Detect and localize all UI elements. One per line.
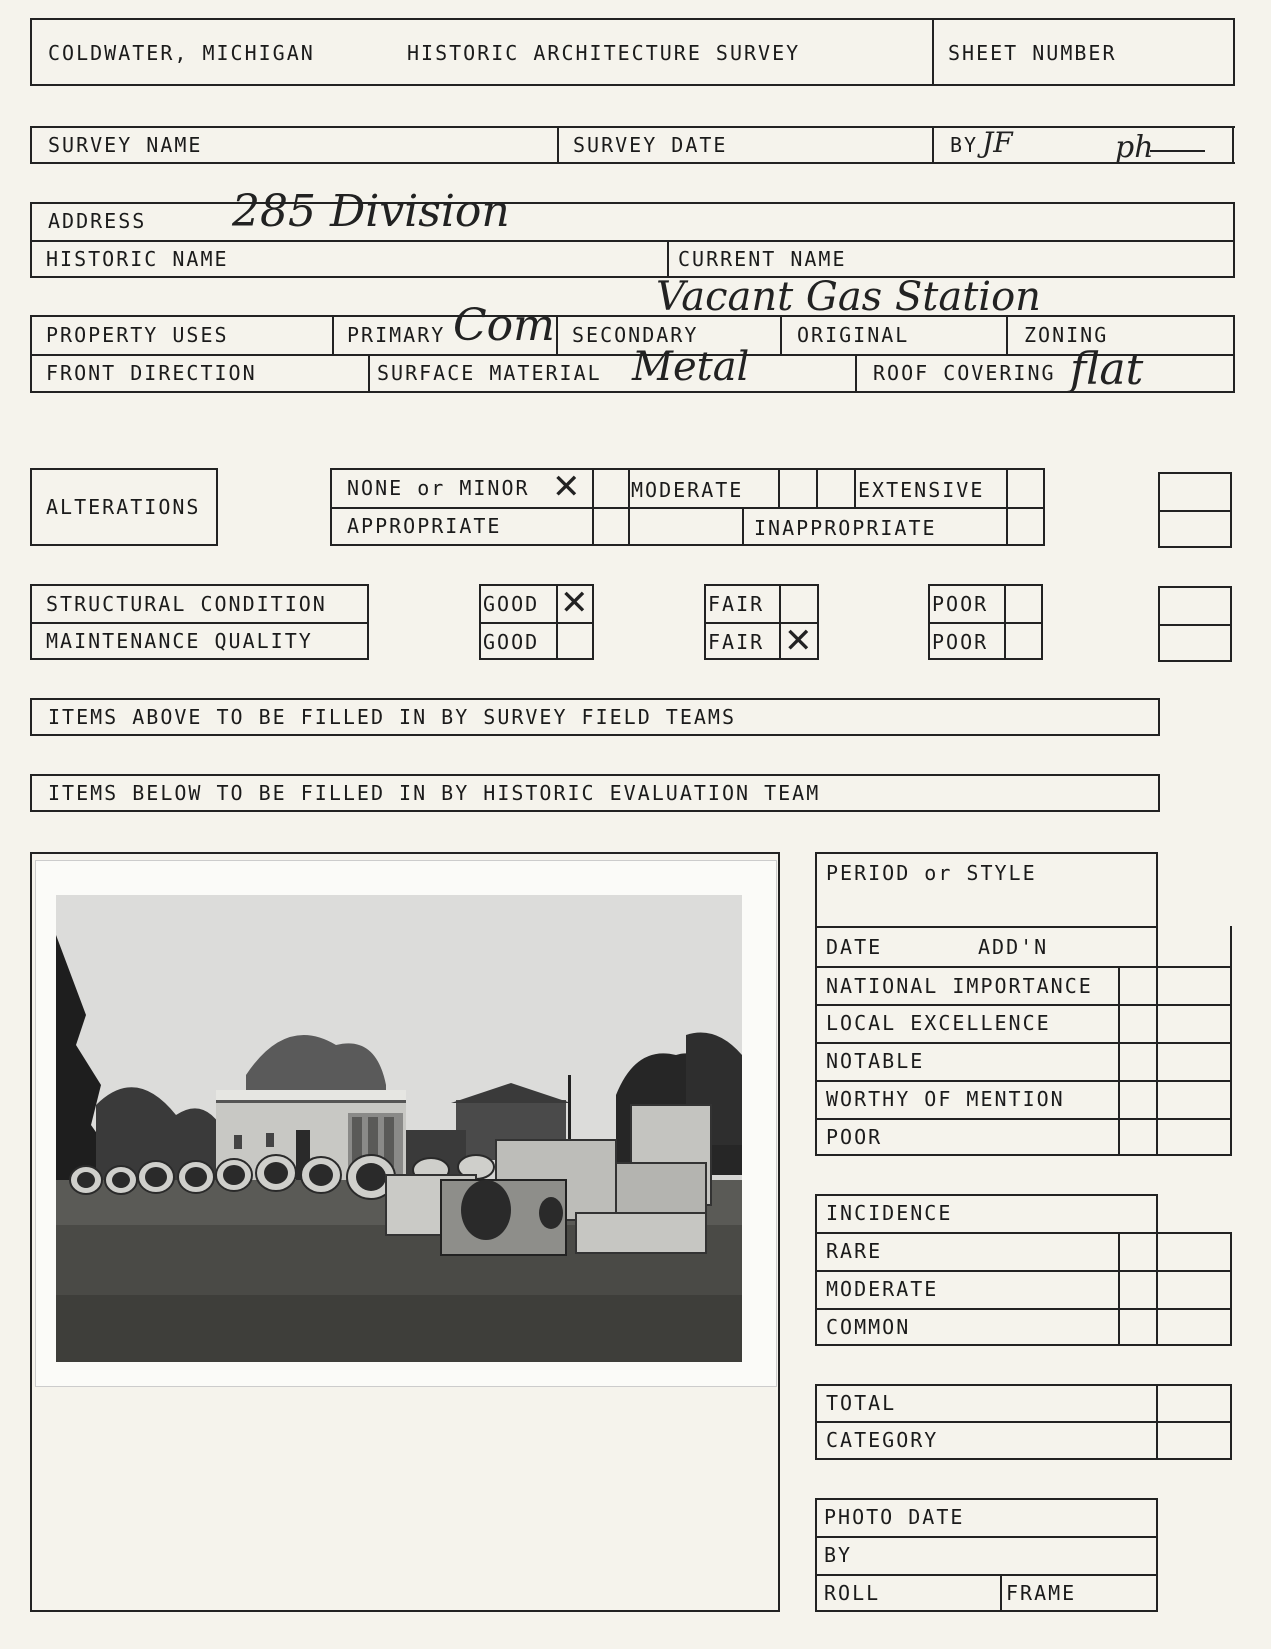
address-value: 285 Division	[232, 186, 510, 237]
original-label: ORIGINAL	[797, 323, 910, 347]
rating-poor: POOR	[826, 1125, 883, 1149]
by-extra: ph	[1115, 130, 1154, 165]
maintenance-quality-label: MAINTENANCE QUALITY	[46, 629, 313, 653]
rating-worthy: WORTHY OF MENTION	[826, 1087, 1065, 1111]
incidence-rare: RARE	[826, 1239, 883, 1263]
location-label: COLDWATER, MICHIGAN	[48, 41, 315, 65]
period-label: PERIOD or STYLE	[826, 861, 1037, 885]
alt-appropriate: APPROPRIATE	[347, 514, 502, 538]
maintenance-fair: FAIR	[708, 630, 765, 654]
structural-condition-label: STRUCTURAL CONDITION	[46, 592, 327, 616]
incidence-moderate: MODERATE	[826, 1277, 939, 1301]
photo-by-label: BY	[824, 1543, 853, 1567]
alt-none-check[interactable]: ✕	[552, 467, 581, 507]
alt-inappropriate: INAPPROPRIATE	[754, 516, 937, 540]
rating-national: NATIONAL IMPORTANCE	[826, 974, 1093, 998]
current-name-value: Vacant Gas Station	[656, 274, 1041, 320]
survey-date-label: SURVEY DATE	[573, 133, 728, 157]
surface-material-label: SURFACE MATERIAL	[377, 361, 602, 385]
maintenance-fair-check[interactable]: ✕	[784, 621, 813, 661]
primary-value: Com	[453, 300, 555, 351]
current-name-label: CURRENT NAME	[678, 247, 847, 271]
address-label: ADDRESS	[48, 209, 147, 233]
primary-label: PRIMARY	[347, 323, 446, 347]
note-below: ITEMS BELOW TO BE FILLED IN BY HISTORIC EVALUATION TEAM	[48, 781, 821, 805]
property-uses-label: PROPERTY USES	[46, 323, 229, 347]
historic-name-label: HISTORIC NAME	[46, 247, 229, 271]
frame-label: FRAME	[1006, 1581, 1077, 1605]
structural-good-check[interactable]: ✕	[560, 583, 589, 623]
structural-fair: FAIR	[708, 592, 765, 616]
total-label: TOTAL	[826, 1391, 897, 1415]
alterations-label: ALTERATIONS	[46, 495, 201, 519]
incidence-common: COMMON	[826, 1315, 911, 1339]
survey-name-label: SURVEY NAME	[48, 133, 203, 157]
structural-good: GOOD	[483, 592, 540, 616]
photo-date-label: PHOTO DATE	[824, 1505, 965, 1529]
rating-local: LOCAL EXCELLENCE	[826, 1011, 1051, 1035]
roll-label: ROLL	[824, 1581, 881, 1605]
incidence-label: INCIDENCE	[826, 1201, 953, 1225]
survey-title: HISTORIC ARCHITECTURE SURVEY	[407, 41, 801, 65]
zoning-label: ZONING	[1024, 323, 1109, 347]
roof-covering-value: flat	[1070, 344, 1144, 395]
roof-covering-label: ROOF COVERING	[873, 361, 1056, 385]
by-label: BY	[950, 133, 979, 157]
ratings-box	[815, 926, 1232, 1156]
rating-notable: NOTABLE	[826, 1049, 925, 1073]
maintenance-good: GOOD	[483, 630, 540, 654]
front-direction-label: FRONT DIRECTION	[46, 361, 257, 385]
alt-extensive: EXTENSIVE	[858, 478, 985, 502]
property-photo	[56, 895, 742, 1362]
note-above: ITEMS ABOVE TO BE FILLED IN BY SURVEY FIELD TEAMS	[48, 705, 737, 729]
addn-label: ADD'N	[978, 935, 1049, 959]
category-label: CATEGORY	[826, 1428, 939, 1452]
structural-poor: POOR	[932, 592, 989, 616]
by-value: JF	[982, 126, 1013, 159]
secondary-label: SECONDARY	[572, 323, 699, 347]
alt-none-or-minor: NONE or MINOR	[347, 476, 530, 500]
surface-material-value: Metal	[632, 344, 750, 390]
alt-moderate: MODERATE	[631, 478, 744, 502]
maintenance-poor: POOR	[932, 630, 989, 654]
sheet-number-label: SHEET NUMBER	[948, 41, 1117, 65]
date-label: DATE	[826, 935, 883, 959]
